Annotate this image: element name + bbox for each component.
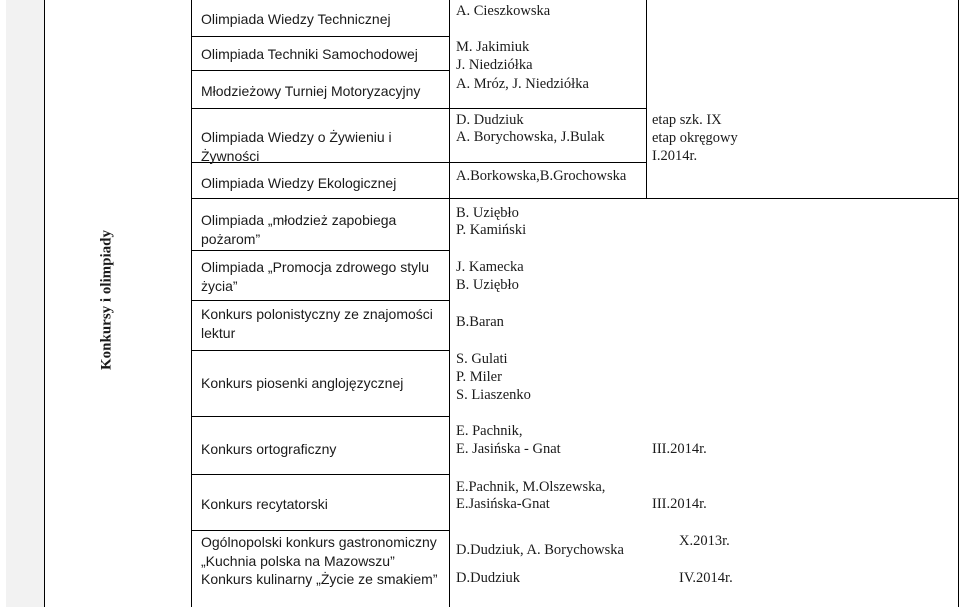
teacher-name: J. Niedziółka bbox=[456, 57, 533, 73]
competition-name: Młodzieżowy Turniej Motoryzacyjny bbox=[201, 83, 421, 99]
teacher-name: J. Kamecka bbox=[456, 259, 524, 275]
teacher-name: S. Gulati bbox=[456, 351, 508, 367]
teacher-name: M. Jakimiuk bbox=[456, 39, 530, 55]
competition-name: Olimpiada Techniki Samochodowej bbox=[201, 46, 418, 62]
teacher-name: A. Borychowska, J.Bulak bbox=[456, 129, 605, 145]
teacher-name: P. Kamiński bbox=[456, 222, 527, 238]
teacher-name: E.Pachnik, M.Olszewska, bbox=[456, 479, 606, 495]
section-label: Konkursy i olimpiady bbox=[98, 229, 115, 371]
teacher-name: E. Jasińska - Gnat bbox=[456, 441, 561, 457]
date-stage: etap szk. IX bbox=[652, 112, 722, 128]
teacher-name: D.Dudziuk, A. Borychowska bbox=[456, 542, 624, 558]
competition-name: Ogólnopolski konkurs gastronomiczny „Kuchnia polska na Mazowszu” bbox=[201, 534, 437, 569]
teacher-name: E. Pachnik, bbox=[456, 423, 523, 439]
event-date: IV.2014r. bbox=[679, 570, 733, 586]
competition-name: Konkurs kulinarny „Życie ze smakiem” bbox=[201, 571, 438, 587]
teacher-name: A.Borkowska,B.Grochowska bbox=[456, 168, 627, 184]
event-date: X.2013r. bbox=[679, 533, 730, 549]
competition-name: Olimpiada Wiedzy Technicznej bbox=[201, 11, 391, 27]
event-date: III.2014r. bbox=[652, 441, 707, 457]
competition-name: Konkurs piosenki anglojęzycznej bbox=[201, 375, 404, 391]
teacher-name: E.Jasińska-Gnat bbox=[456, 496, 550, 512]
competition-name: Olimpiada „Promocja zdrowego stylu życia” bbox=[201, 259, 429, 294]
teacher-name: S. Liaszenko bbox=[456, 387, 531, 403]
competition-name: Olimpiada Wiedzy o Żywieniu i Żywności bbox=[201, 129, 392, 164]
teacher-name: B. Uziębło bbox=[456, 205, 519, 221]
event-date: III.2014r. bbox=[652, 496, 707, 512]
teacher-name: B.Baran bbox=[456, 314, 504, 330]
teacher-name: A. Mróz, J. Niedziółka bbox=[456, 76, 589, 92]
teacher-name: B. Uziębło bbox=[456, 277, 519, 293]
teacher-name: A. Cieszkowska bbox=[456, 3, 551, 19]
competition-name: Olimpiada Wiedzy Ekologicznej bbox=[201, 175, 397, 191]
competition-name: Konkurs recytatorski bbox=[201, 496, 328, 512]
left-margin bbox=[6, 0, 44, 607]
competition-name: Konkurs ortograficzny bbox=[201, 441, 337, 457]
teacher-name: D. Dudziuk bbox=[456, 112, 524, 128]
competition-name: Konkurs polonistyczny ze znajomości lektur bbox=[201, 306, 433, 341]
date-stage: I.2014r. bbox=[652, 148, 698, 164]
teacher-name: P. Miler bbox=[456, 369, 502, 385]
teacher-name: D.Dudziuk bbox=[456, 570, 521, 586]
competition-name: Olimpiada „młodzież zapobiega pożarom” bbox=[201, 212, 397, 247]
date-stage: etap okręgowy bbox=[652, 130, 738, 146]
